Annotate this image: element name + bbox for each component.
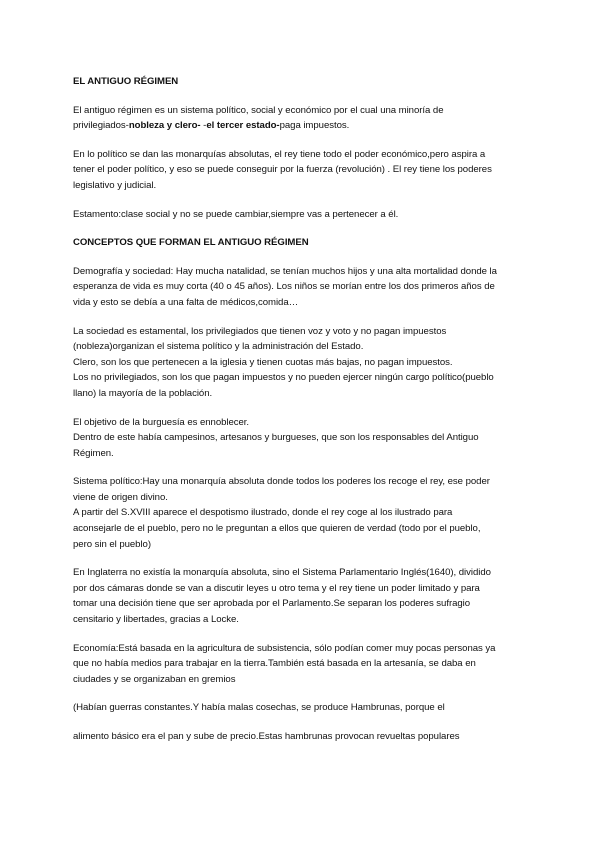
- sistema-line: pero sin el pueblo): [73, 538, 151, 550]
- inglaterra-line: tomar una decisión tiene que ser aprobada por el Parlamento.Se separan los poderes sufragio: [73, 598, 471, 610]
- sistema-line: Sistema político:Hay una monarquía absoluta donde todos los poderes los recoge el rey, ese poder: [73, 476, 490, 488]
- burguesia-line: Régimen.: [73, 447, 114, 459]
- economia-line: que no había medios para trabajar en la tierra.También está basada en la artesanía, se daba en: [73, 658, 476, 670]
- guerras-line: (Habían guerras constantes.Y había malas cosechas, se produce Hambrunas, porque el: [73, 702, 445, 714]
- sociedad-line: La sociedad es estamental, los privilegiados que tienen voz y voto y no pagan impuestos: [73, 325, 447, 337]
- inglaterra-line: censitario y libertades, gracias a Locke.: [73, 614, 239, 626]
- politico-line: tener el poder político, y eso se puede conseguir por la fuerza (revolución) . El rey tiene los poderes: [73, 164, 492, 176]
- intro-text-mid: -: [200, 120, 207, 132]
- alimento-paragraph: [73, 729, 533, 745]
- intro-bold-nobleza: nobleza y clero-: [128, 120, 201, 132]
- economia-paragraph: [73, 641, 533, 688]
- sistema-line: viene de origen divino.: [73, 491, 168, 503]
- economia-line: Economía:Está basada en la agricultura de subsistencia, sólo podían comer muy pocas personas ya: [73, 642, 496, 654]
- document-title: EL ANTIGUO RÉGIMEN: [73, 76, 179, 87]
- sociedad-line: (nobleza)organizan el sistema político y la administración del Estado.: [73, 341, 364, 353]
- economia-line: ciudades y se organizaban en gremios: [73, 673, 236, 685]
- alimento-line: alimento básico era el pan y sube de precio.Estas hambrunas provocan revueltas populares: [73, 731, 460, 742]
- estamento-line: Estamento:clase social y no se puede cambiar,siempre vas a pertenecer a él.: [73, 208, 399, 220]
- document-body: [73, 74, 533, 745]
- burguesia-line: Dentro de este había campesinos, artesanos y burgueses, que son los responsables del Antiguo: [73, 432, 479, 444]
- section-subtitle: CONCEPTOS QUE FORMAN EL ANTIGUO RÉGIMEN: [73, 237, 309, 249]
- burguesia-paragraph: [73, 415, 533, 462]
- guerras-paragraph: [73, 700, 533, 716]
- politico-line: En lo político se dan las monarquías absolutas, el rey tiene todo el poder económico,pero aspira a: [73, 148, 486, 160]
- intro-text-pre: privilegiados-: [73, 120, 129, 132]
- intro-line-2: [73, 118, 533, 134]
- sistema-line: A partir del S.XVIII aparece el despotismo ilustrado, donde el rey coge al los ilustrado para: [73, 507, 453, 519]
- demografia-paragraph: [73, 264, 533, 311]
- politico-line: legislativo y judicial.: [73, 179, 157, 191]
- estamento-paragraph: [73, 207, 533, 223]
- sociedad-line: llano) la mayoría de la población.: [73, 387, 213, 399]
- politico-paragraph: [73, 147, 533, 194]
- intro-bold-tercer-estado: el tercer estado-: [206, 120, 280, 132]
- inglaterra-line: por dos cámaras donde se van a discutir leyes u otro tema y el rey tiene un poder limitado y para: [73, 582, 480, 594]
- sociedad-paragraph: [73, 324, 533, 402]
- sistema-paragraph: [73, 474, 533, 552]
- intro-line-1: El antiguo régimen es un sistema político, social y económico por el cual una minoría de: [73, 104, 444, 116]
- sociedad-line: Los no privilegiados, son los que pagan impuestos y no pueden ejercer ningún cargo político(pueblo: [73, 372, 494, 384]
- demografia-line: esperanza de vida es muy corta (40 o 45 años). Los niños se morían entre los dos primeros años de: [73, 281, 495, 293]
- demografia-line: Demografía y sociedad: Hay mucha natalidad, se tenían muchos hijos y una alta mortalidad donde la: [73, 265, 497, 277]
- inglaterra-paragraph: [73, 565, 533, 627]
- burguesia-line: El objetivo de la burguesía es ennoblecer.: [73, 416, 250, 428]
- sistema-line: aconsejarle de el pueblo, pero no le preguntan a ellos que quieren de verdad (todo por el pueblo,: [73, 523, 481, 535]
- sociedad-line: Clero, son los que pertenecen a la iglesia y tienen cuotas más bajas, no pagan impuestos.: [73, 356, 453, 368]
- intro-paragraph: [73, 103, 533, 134]
- intro-text-post: paga impuestos.: [279, 120, 350, 132]
- demografia-line: vida y esto se debía a una falta de médicos,comida…: [73, 296, 299, 308]
- inglaterra-line: En Inglaterra no existía la monarquía absoluta, sino el Sistema Parlamentario Inglés(1640), dividido: [73, 567, 491, 579]
